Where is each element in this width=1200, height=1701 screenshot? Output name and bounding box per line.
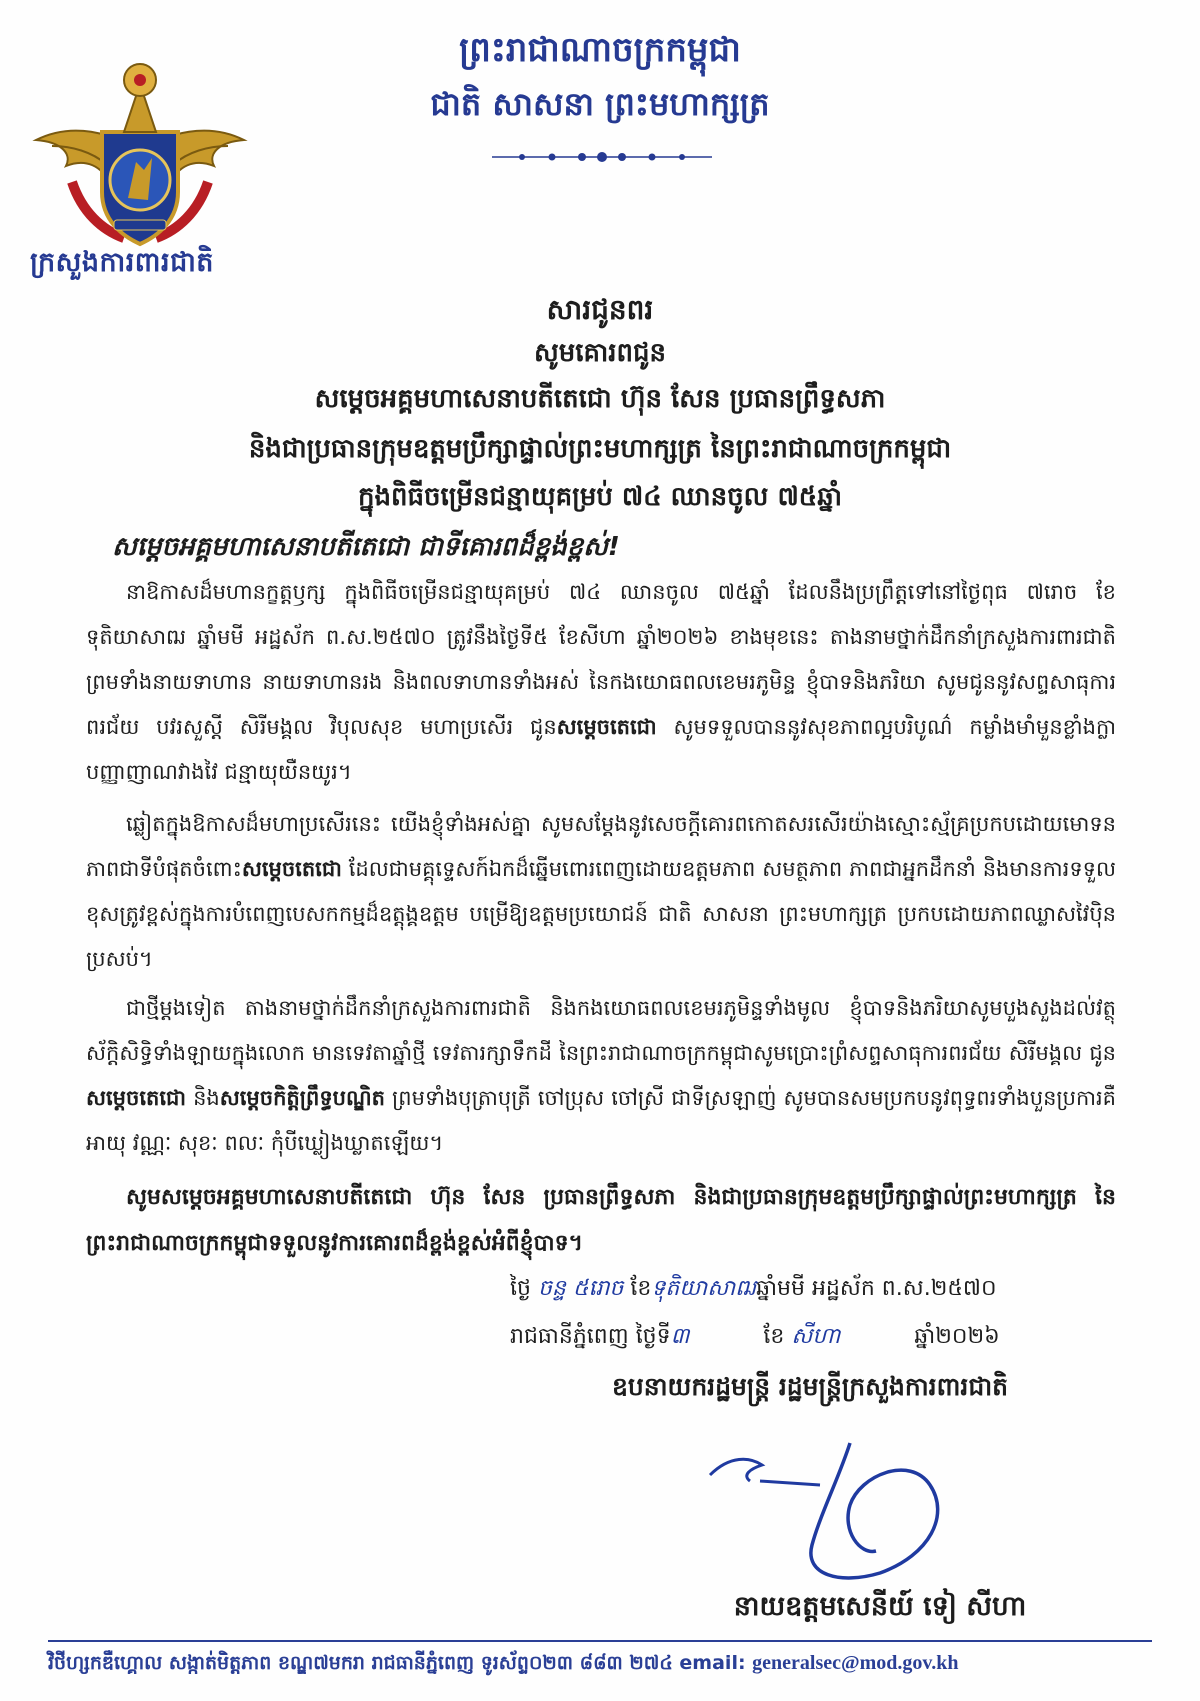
lunar-date-prefix: ថ្ងៃ [510, 1276, 531, 1301]
paragraph-2-text: ឆ្លៀតក្នុងឱកាសដ៏មហាប្រសើរនេះ យើងខ្ញុំទាំងអស់គ្នា សូមសម្ដែងនូវសេចក្ដីគោរពកោតសរសើរយ៉ាងស្មោះស្ម័គ្រប្រកបដោយមោទនភាពជាទីបំផុតចំពោះ [86, 812, 1116, 881]
signer-title: ឧបនាយករដ្ឋមន្ត្រី រដ្ឋមន្ត្រីក្រសួងការពារជាតិ [611, 1372, 1009, 1401]
paragraph-1-bold: សម្ដេចតេជោ [556, 715, 657, 739]
signer-name: នាយឧត្តមសេនីយ៍ ទៀ សីហា [733, 1591, 1027, 1622]
paragraph-3-text: ជាថ្មីម្ដងទៀត តាងនាមថ្នាក់ដឹកនាំក្រសួងការពារជាតិ និងកងយោធពលខេមរភូមិន្ទទាំងមូល ខ្ញុំបាទនិងភរិយាសូមបួងសួងដល់វត្ថុស័ក្ដិសិទ្ធិទាំងឡាយក្នុងលោក មានទេវតាឆ្នាំថ្មី ទេវតារក្សាទឹកដី នៃព្រះរាជាណាចក្រកម្ពុជាសូមប្រោះព្រំសព្ទសាធុការពរជ័យ សិរីមង្គល ជូន [86, 996, 1116, 1065]
letter-title: សារជូនពរ [546, 293, 654, 326]
address-line: សូមគោរពជូន [533, 338, 667, 368]
lunar-month-prefix: ខែ [630, 1276, 652, 1301]
salutation: សម្ដេចអគ្គមហាសេនាបតីតេជោ ជាទីគោរពដ៏ខ្ពង់ខ្ពស់! [112, 532, 620, 562]
paragraph-1 [86, 570, 1116, 795]
date-month: សីហា [791, 1324, 841, 1349]
footer-email-link[interactable]: generalsec@mod.gov.kh [752, 1652, 959, 1674]
lunar-day: ចន្ទ [537, 1276, 566, 1301]
paragraph-3-mid: និង [185, 1086, 220, 1110]
solar-date [510, 1322, 1110, 1354]
ornament-divider-icon [492, 148, 712, 166]
footer-divider [48, 1640, 1152, 1642]
ministry-name: ក្រសួងការពារជាតិ [30, 247, 214, 278]
national-motto: ជាតិ សាសនា ព្រះមហាក្សត្រ [430, 85, 770, 123]
footer-contact [48, 1651, 1152, 1679]
date-day: ៣ [670, 1324, 690, 1349]
paragraph-2 [86, 802, 1116, 982]
paragraph-2-bold: សម្ដេចតេជោ [241, 857, 342, 881]
lunar-waning: ៥រោច [572, 1276, 624, 1301]
lunar-date [510, 1274, 1110, 1306]
paragraph-3-bold-1: សម្ដេចតេជោ [86, 1086, 186, 1110]
paragraph-3 [86, 986, 1116, 1166]
paragraph-3-end: ព្រមទាំងបុត្រាបុត្រី ចៅប្រុស ចៅស្រី ជាទីស្រឡាញ់ សូមបានសមប្រកបនូវពុទ្ធពរទាំងបួនប្រការគឺ អាយុ វណ្ណៈ សុខៈ ពលៈ កុំបីឃ្លៀងឃ្លាតឡើយ។ [86, 1086, 1116, 1155]
ministry-emblem-icon [32, 62, 248, 252]
date-place: រាជធានីភ្នំពេញ ថ្ងៃទី [510, 1324, 671, 1349]
closing-text: សូមសម្ដេចអគ្គមហាសេនាបតីតេជោ ហ៊ុន សែន ប្រធានព្រឹទ្ធសភា និងជាប្រធានក្រុមឧត្តមប្រឹក្សាផ្ទាល់ព្រះមហាក្សត្រ នៃព្រះរាជាណាចក្រកម្ពុជាទទួលនូវការគោរពដ៏ខ្ពង់ខ្ពស់អំពីខ្ញុំបាទ។ [86, 1185, 1116, 1256]
paragraph-1-end: សូមទទួលបាននូវសុខភាពល្អបរិបូណ៌ កម្លាំងមាំមួនខ្លាំងក្លា បញ្ញាញាណវាងវៃ ជន្មាយុយឺនយូរ។ [86, 715, 1116, 784]
paragraph-2-end: ដែលជាមគ្គុទ្ទេសក៍ឯកដ៏ឆ្នើមពោរពេញដោយឧត្ដមភាព សមត្ថភាព ភាពជាអ្នកដឹកនាំ និងមានការទទួលខុសត្រូវខ្ពស់ក្នុងការបំពេញបេសកកម្មដ៏ឧត្ដុង្គឧត្ដម បម្រើឱ្យឧត្ដមប្រយោជន៍ ជាតិ សាសនា ព្រះមហាក្សត្រ ប្រកបដោយភាពឈ្លាសវៃប៉ិនប្រសប់។ [86, 857, 1116, 971]
recipient-line-2: និងជាប្រធានក្រុមឧត្តមប្រឹក្សាផ្ទាល់ព្រះមហាក្សត្រ នៃព្រះរាជាណាចក្រកម្ពុជា [248, 434, 952, 464]
closing-paragraph [86, 1175, 1116, 1267]
recipient-line-1: សម្ដេចអគ្គមហាសេនាបតីតេជោ ហ៊ុន សែន ប្រធានព្រឹទ្ធសភា [314, 384, 886, 414]
handwritten-signature-icon [700, 1435, 970, 1585]
date-month-prefix: ខែ [763, 1324, 785, 1349]
paragraph-1-text: នាឱកាសដ៏មហានក្ខត្តឫក្ស ក្នុងពិធីចម្រើនជន្មាយុគម្រប់ ៧៤ ឈានចូល ៧៥ឆ្នាំ ដែលនឹងប្រព្រឹត្តទៅនៅថ្ងៃពុធ ៧រោច ខែទុតិយាសាឍ ឆ្នាំមមី អដ្ឋស័ក ព.ស.២៥៧០ ត្រូវនឹងថ្ងៃទី៥ ខែសីហា ឆ្នាំ២០២៦ ខាងមុខនេះ តាងនាមថ្នាក់ដឹកនាំក្រសួងការពារជាតិ ព្រមទាំងនាយទាហាន នាយទាហានរង និងពលទាហានទាំងអស់ នៃកងយោធពលខេមរភូមិន្ទ ខ្ញុំបាទនិងភរិយា សូមជូននូវសព្ទសាធុការពរជ័យ បវរសួស្ដី សិរីមង្គល វិបុលសុខ មហាប្រសើរ ជូន [86, 580, 1116, 739]
date-year: ឆ្នាំ២០២៦ [914, 1324, 1000, 1349]
paragraph-3-bold-2: សម្ដេចកិត្តិព្រឹទ្ធបណ្ឌិត [219, 1086, 385, 1110]
kingdom-heading: ព្រះរាជាណាចក្រកម្ពុជា [459, 30, 741, 70]
lunar-date-rest: ឆ្នាំមមី អដ្ឋស័ក ព.ស.២៥៧០ [756, 1276, 997, 1301]
footer-address: វិថីហ្សកឌឺហ្គោល សង្កាត់មិត្តភាព ខណ្ឌ៧មករា រាជធានីភ្នំពេញ ទូរស័ព្ទ០២៣ ៨៨៣ ២៧៤ email: [48, 1652, 753, 1674]
lunar-month: ទុតិយាសាឍ [651, 1276, 757, 1301]
occasion-line: ក្នុងពិធីចម្រើនជន្មាយុគម្រប់ ៧៤ ឈានចូល ៧៥ឆ្នាំ [358, 482, 842, 512]
